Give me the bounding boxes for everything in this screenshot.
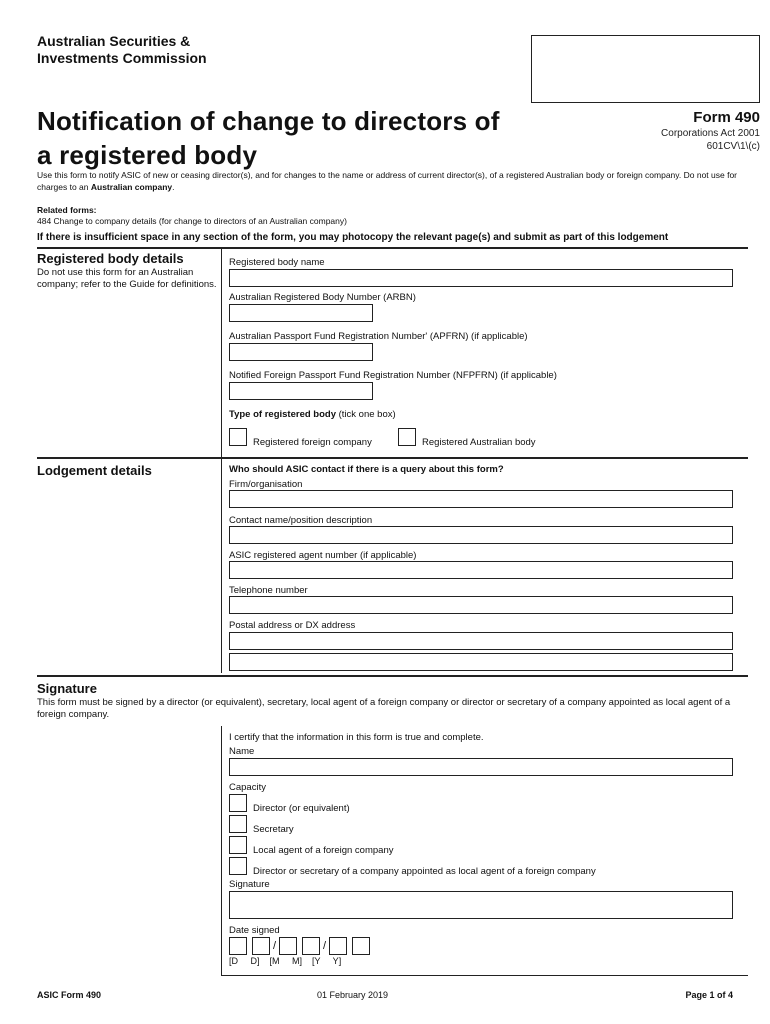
footer-form-name: ASIC Form 490 [37,990,102,1000]
signature-heading: Signature [37,681,97,696]
section-divider [37,247,748,249]
capacity-local-agent-label: Local agent of a foreign company [253,845,394,856]
australian-body-checkbox[interactable] [398,428,416,446]
section-divider [37,457,748,459]
signature-note: This form must be signed by a director (or equivalent), secretary, local agent of a foreign company or director or secretary of a company appointed as local agent of a foreign company. [37,697,731,720]
telephone-label: Telephone number [229,585,308,596]
form-title-line-1: Notification of change to directors of [37,106,500,136]
capacity-director-label: Director (or equivalent) [253,803,350,814]
postal-address-field-line-1[interactable] [229,632,733,650]
intro-bold: Australian company [90,182,173,192]
signatory-name-label: Name [229,746,255,757]
foreign-company-checkbox[interactable] [229,428,247,446]
apfrn-field[interactable] [229,343,373,361]
body-type-label [229,409,396,420]
footer-date: 01 February 2019 [317,990,389,1000]
firm-field[interactable] [229,490,733,508]
column-divider [221,249,222,457]
body-type-label-bold: Type of registered body [229,409,336,420]
foreign-company-label: Registered foreign company [253,437,372,448]
date-day-2-box[interactable] [252,937,270,955]
capacity-director-secretary-label: Director or secretary of a company appointed as local agent of a foreign company [253,866,596,877]
date-day-1-box[interactable] [229,937,247,955]
office-use-box [531,35,760,103]
capacity-director-secretary-checkbox[interactable] [229,857,247,875]
registered-body-note: Do not use this form for an Australian company; refer to the Guide for definitions. [37,267,217,290]
lodgement-question-text: Who should ASIC contact if there is a query about this form? [229,464,504,475]
registered-body-name-field[interactable] [229,269,733,287]
date-separator: / [323,940,327,952]
arbn-label: Australian Registered Body Number (ARBN) [229,292,416,303]
nfpfrn-field[interactable] [229,382,373,400]
act-line-2: 601CV\1\(c) [706,141,760,152]
lodgement-heading: Lodgement details [37,463,152,478]
related-forms-heading: Related forms: [37,205,97,215]
space-notice: If there is insufficient space in any section of the form, you may photocopy the relevant page(s) and submit as part of this lodgement [37,232,669,243]
column-divider [221,726,222,976]
nfpfrn-label: Notified Foreign Passport Fund Registration Number (NFPFRN) (if applicable) [229,370,557,381]
registered-body-heading: Registered body details [37,251,184,266]
lodgement-question [229,464,504,475]
australian-body-label: Registered Australian body [422,437,536,448]
agent-number-label: ASIC registered agent number (if applicable) [229,550,417,561]
telephone-field[interactable] [229,596,733,614]
section-divider [37,675,748,677]
footer-page-number: Page 1 of 4 [685,990,733,1000]
related-form-item: 484 Change to company details (for change to directors of an Australian company) [37,216,347,226]
intro-part-2: . [172,182,175,192]
apfrn-label: Australian Passport Fund Registration Number' (APFRN) (if applicable) [229,331,528,342]
body-type-label-rest: (tick one box) [335,409,396,420]
date-format-hint: [D D] [M M] [Y Y] [229,956,342,966]
form-number: Form 490 [693,109,760,126]
certify-text: I certify that the information in this form is true and complete. [229,732,484,743]
legislation-reference [661,127,760,153]
org-line-2: Investments Commission [37,50,207,66]
org-line-1: Australian Securities & [37,33,191,49]
signatory-name-field[interactable] [229,758,733,776]
organisation-name [37,33,207,67]
intro-part-1: Use this form to notify ASIC of new or ceasing director(s), and for changes to the name or address of current director(s), of a registered Australian body or foreign company. Do not use for charges to an [37,170,738,192]
capacity-label: Capacity [229,782,266,793]
signature-label: Signature [229,879,270,890]
date-month-1-box[interactable] [279,937,297,955]
agent-number-field[interactable] [229,561,733,579]
date-month-2-box[interactable] [302,937,320,955]
capacity-secretary-checkbox[interactable] [229,815,247,833]
form-title-line-2: a registered body [37,140,258,170]
intro-text [37,169,737,193]
date-signed-label: Date signed [229,925,280,936]
form-title [37,104,537,172]
firm-label: Firm/organisation [229,479,303,490]
postal-address-field-line-2[interactable] [229,653,733,671]
date-year-1-box[interactable] [329,937,347,955]
signature-bottom-rule [221,975,748,976]
contact-label: Contact name/position description [229,515,373,526]
capacity-secretary-label: Secretary [253,824,294,835]
postal-address-label: Postal address or DX address [229,620,356,631]
column-divider [221,459,222,673]
capacity-local-agent-checkbox[interactable] [229,836,247,854]
arbn-field[interactable] [229,304,373,322]
act-line-1: Corporations Act 2001 [661,128,760,139]
capacity-director-checkbox[interactable] [229,794,247,812]
signature-field[interactable] [229,891,733,919]
contact-field[interactable] [229,526,733,544]
registered-body-name-label: Registered body name [229,257,325,268]
date-year-2-box[interactable] [352,937,370,955]
date-separator: / [273,940,277,952]
